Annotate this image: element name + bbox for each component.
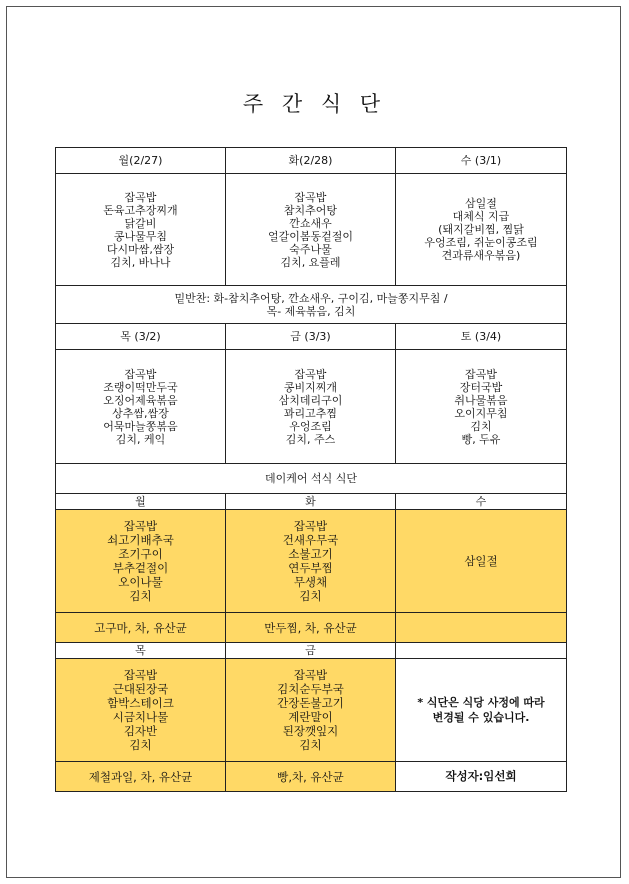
daycare-snack-row-2 xyxy=(56,762,567,792)
text-line: 잡곡밥 xyxy=(123,519,158,533)
text-line: 잡곡밥 xyxy=(293,668,328,682)
text-line: 된장깻잎지 xyxy=(282,724,339,738)
text-line: 삼치데리구이 xyxy=(278,393,343,407)
daycare-header-row-1 xyxy=(56,494,567,510)
text-line: * 식단은 식당 사정에 따라 xyxy=(417,696,545,709)
menu-cell xyxy=(56,350,226,464)
weekly-menu-table xyxy=(55,147,567,792)
text-line: 잡곡밥 xyxy=(465,367,497,381)
text-line: 함박스테이크 xyxy=(107,696,174,710)
week1-header-row xyxy=(56,148,567,174)
text-line: 조기구이 xyxy=(118,547,163,561)
text-line: 다시마쌈,쌈장 xyxy=(106,242,175,256)
text-line: 삼일절 xyxy=(465,197,497,210)
day-header: 월(2/27) xyxy=(56,148,226,174)
text-line: 돈육고추장찌개 xyxy=(103,203,178,217)
daycare-day-header: 수 xyxy=(396,494,567,510)
daycare-menu-row-1 xyxy=(56,510,567,613)
daycare-menu-cell xyxy=(56,659,226,762)
daycare-menu-cell xyxy=(396,510,567,613)
side-dish-note-row xyxy=(56,286,567,324)
week1-menu-row xyxy=(56,174,567,286)
text-line: 얼갈이봄동겉절이 xyxy=(267,229,353,243)
daycare-menu-cell xyxy=(56,510,226,613)
side-dish-note xyxy=(56,286,567,324)
text-line: 잡곡밥 xyxy=(294,190,327,204)
text-line: 잡곡밥 xyxy=(124,190,157,204)
text-line: 연두부찜 xyxy=(288,561,333,575)
text-line: 콩나물무침 xyxy=(113,229,168,243)
text-line: 건새우무국 xyxy=(282,533,339,547)
text-line: 김치, 바나나 xyxy=(110,255,171,269)
text-line: 김자반 xyxy=(123,724,158,738)
text-line: (돼지갈비찜, 찜닭 xyxy=(438,223,524,236)
text-line: 김치 xyxy=(299,589,322,603)
daycare-day-header: 월 xyxy=(56,494,226,510)
text-line: 근대된장국 xyxy=(112,682,169,696)
text-line: 취나물볶음 xyxy=(454,393,508,407)
day-header: 토 (3/4) xyxy=(396,324,567,350)
menu-change-notice xyxy=(396,659,567,762)
text-line: 상추쌈,쌈장 xyxy=(112,406,169,420)
daycare-menu-cell xyxy=(226,510,396,613)
daycare-snack-cell: 제철과일, 차, 유산균 xyxy=(56,762,226,792)
text-line: 밑반찬: 화-참치추어탕, 깐쇼새우, 구이김, 마늘쫑지무침 / xyxy=(174,291,448,305)
daycare-snack-cell xyxy=(396,613,567,643)
page-title: 주 간 식 단 xyxy=(242,92,387,116)
text-line: 참치추어탕 xyxy=(283,203,338,217)
daycare-snack-cell: 고구마, 차, 유산균 xyxy=(56,613,226,643)
text-line: 잡곡밥 xyxy=(293,519,328,533)
text-line: 시금치나물 xyxy=(112,710,169,724)
text-line: 꽈리고추찜 xyxy=(283,406,338,420)
menu-cell xyxy=(396,174,567,286)
daycare-title: 데이케어 석식 식단 xyxy=(56,464,567,494)
text-line: 김치, 케익 xyxy=(115,432,166,446)
daycare-title-row xyxy=(56,464,567,494)
menu-cell xyxy=(226,174,396,286)
menu-cell xyxy=(56,174,226,286)
daycare-menu-row-2 xyxy=(56,659,567,762)
text-line: 소불고기 xyxy=(288,547,333,561)
day-header: 화(2/28) xyxy=(226,148,396,174)
text-line: 견과류새우볶음) xyxy=(441,249,521,262)
week2-header-row xyxy=(56,324,567,350)
text-line: 김치 xyxy=(129,738,152,752)
text-line: 쇠고기배추국 xyxy=(107,533,174,547)
menu-cell xyxy=(396,350,567,464)
text-line: 우엉조림, 쥐눈이콩조림 xyxy=(424,236,538,249)
daycare-snack-cell: 만두찜, 차, 유산균 xyxy=(226,613,396,643)
text-line: 잡곡밥 xyxy=(124,367,157,381)
text-line: 삼일절 xyxy=(464,554,498,568)
text-line: 김치, 주스 xyxy=(285,432,336,446)
text-line: 계란말이 xyxy=(288,710,333,724)
day-header: 목 (3/2) xyxy=(56,324,226,350)
daycare-snack-cell: 빵,차, 유산균 xyxy=(226,762,396,792)
text-line: 잡곡밥 xyxy=(294,367,327,381)
text-line: 목- 제육볶음, 김치 xyxy=(266,304,356,318)
daycare-day-header xyxy=(396,643,567,659)
daycare-header-row-2 xyxy=(56,643,567,659)
text-line: 오이지무침 xyxy=(454,406,508,420)
text-line: 숙주나물 xyxy=(289,242,332,256)
text-line: 어묵마늘쫑볶음 xyxy=(103,419,178,433)
text-line: 잡곡밥 xyxy=(123,668,158,682)
text-line: 장터국밥 xyxy=(459,380,503,394)
day-header: 수 (3/1) xyxy=(396,148,567,174)
text-line: 김치 xyxy=(470,419,492,433)
day-header: 금 (3/3) xyxy=(226,324,396,350)
text-line: 빵, 두유 xyxy=(461,432,501,446)
daycare-day-header: 목 xyxy=(56,643,226,659)
author-label: 작성자:임선희 xyxy=(396,762,567,792)
text-line: 변경될 수 있습니다. xyxy=(432,711,530,724)
text-line: 김치순두부국 xyxy=(277,682,344,696)
text-line: 조랭이떡만두국 xyxy=(103,380,178,394)
text-line: 오이나물 xyxy=(118,575,163,589)
text-line: 콩비지찌개 xyxy=(283,380,338,394)
text-line: 우엉조림 xyxy=(289,419,332,433)
daycare-day-header: 화 xyxy=(226,494,396,510)
week2-menu-row xyxy=(56,350,567,464)
text-line: 닭갈비 xyxy=(124,216,157,230)
text-line: 대체식 지급 xyxy=(452,210,510,223)
text-line: 오징어제육볶음 xyxy=(103,393,178,407)
text-line: 무생채 xyxy=(293,575,328,589)
text-line: 김치 xyxy=(129,589,152,603)
text-line: 깐쇼새우 xyxy=(289,216,332,230)
text-line: 간장돈불고기 xyxy=(277,696,344,710)
text-line: 김치 xyxy=(299,738,322,752)
text-line: 김치, 요플레 xyxy=(280,255,341,269)
text-line: 부추겉절이 xyxy=(112,561,169,575)
daycare-menu-cell xyxy=(226,659,396,762)
daycare-day-header: 금 xyxy=(226,643,396,659)
daycare-snack-row-1 xyxy=(56,613,567,643)
menu-cell xyxy=(226,350,396,464)
